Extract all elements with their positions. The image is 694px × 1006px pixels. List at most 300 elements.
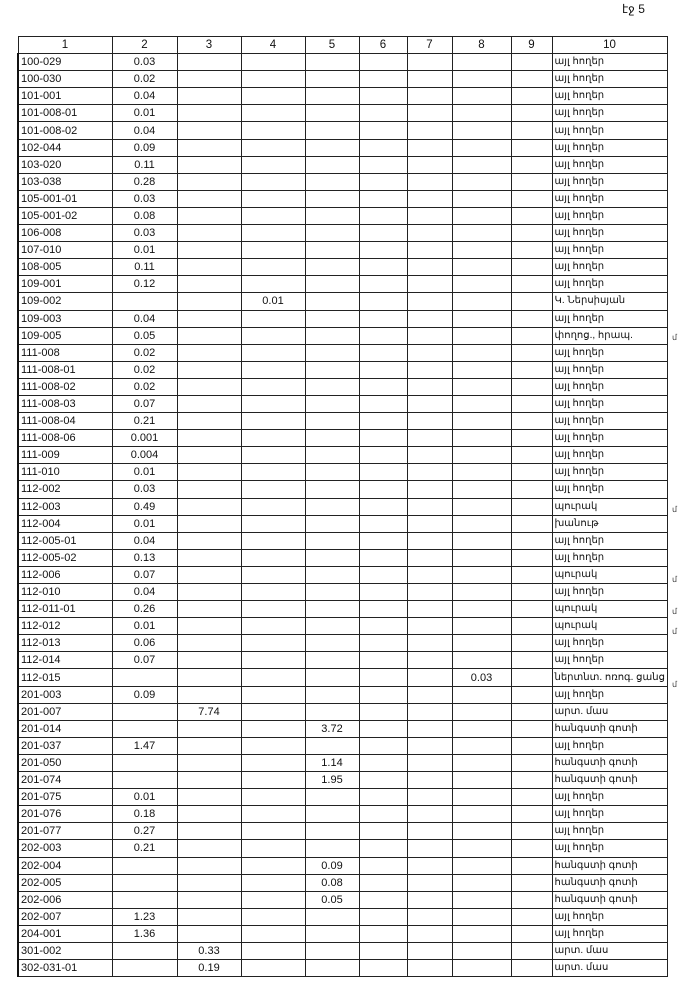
land-use-note: այլ հողեր — [552, 225, 667, 242]
area-value-col4 — [241, 789, 305, 806]
table-row — [18, 225, 667, 242]
area-value-col6 — [359, 156, 407, 173]
area-value-col3 — [177, 139, 241, 156]
area-value-col9 — [511, 156, 552, 173]
area-value-col6 — [359, 789, 407, 806]
area-value-col9 — [511, 720, 552, 737]
land-use-note: պուրակ — [552, 566, 667, 583]
area-value-col4 — [241, 242, 305, 259]
area-value-col3: 0.19 — [177, 960, 241, 977]
area-value-col9 — [511, 395, 552, 412]
area-value-col3 — [177, 54, 241, 71]
area-value-col2: 1.36 — [112, 925, 177, 942]
parcel-code: 112-010 — [18, 584, 112, 601]
land-use-note: այլ հողեր — [552, 242, 667, 259]
area-value-col8 — [452, 686, 511, 703]
land-use-note: արտ. մաս — [552, 703, 667, 720]
area-value-col5 — [305, 276, 359, 293]
area-value-col6 — [359, 498, 407, 515]
parcel-code: 112-002 — [18, 481, 112, 498]
parcel-code: 111-008 — [18, 344, 112, 361]
area-value-col9 — [511, 601, 552, 618]
area-value-col5 — [305, 105, 359, 122]
table-row — [18, 601, 667, 618]
area-value-col5 — [305, 225, 359, 242]
area-value-col6 — [359, 413, 407, 430]
area-value-col4 — [241, 259, 305, 276]
area-value-col3 — [177, 276, 241, 293]
table-row — [18, 378, 667, 395]
area-value-col8 — [452, 960, 511, 977]
table-row — [18, 88, 667, 105]
table-row — [18, 908, 667, 925]
area-value-col7 — [407, 430, 452, 447]
area-value-col3 — [177, 156, 241, 173]
parcel-code: 202-007 — [18, 908, 112, 925]
area-value-col5: 3.72 — [305, 720, 359, 737]
land-use-note: այլ հողեր — [552, 686, 667, 703]
area-value-col4 — [241, 652, 305, 669]
area-value-col5 — [305, 669, 359, 686]
area-value-col6 — [359, 618, 407, 635]
area-value-col7 — [407, 635, 452, 652]
area-value-col9 — [511, 772, 552, 789]
area-value-col9 — [511, 754, 552, 771]
area-value-col8 — [452, 720, 511, 737]
area-value-col9 — [511, 635, 552, 652]
area-value-col5 — [305, 54, 359, 71]
area-value-col8 — [452, 635, 511, 652]
area-value-col8 — [452, 464, 511, 481]
area-value-col6 — [359, 276, 407, 293]
area-value-col8 — [452, 618, 511, 635]
area-value-col3 — [177, 430, 241, 447]
parcel-code: 101-001 — [18, 88, 112, 105]
area-value-col8 — [452, 413, 511, 430]
area-value-col6 — [359, 703, 407, 720]
parcel-code: 112-006 — [18, 566, 112, 583]
area-value-col4 — [241, 806, 305, 823]
area-value-col6 — [359, 344, 407, 361]
area-value-col2: 0.02 — [112, 361, 177, 378]
table-row — [18, 772, 667, 789]
area-value-col9 — [511, 566, 552, 583]
area-value-col6 — [359, 71, 407, 88]
area-value-col5 — [305, 635, 359, 652]
area-value-col4 — [241, 88, 305, 105]
area-value-col4 — [241, 703, 305, 720]
area-value-col5 — [305, 481, 359, 498]
area-value-col5 — [305, 156, 359, 173]
table-row — [18, 464, 667, 481]
table-row — [18, 515, 667, 532]
area-value-col9 — [511, 207, 552, 224]
land-use-note: այլ հողեր — [552, 361, 667, 378]
area-value-col9 — [511, 806, 552, 823]
area-value-col3 — [177, 806, 241, 823]
table-row — [18, 823, 667, 840]
area-value-col6 — [359, 430, 407, 447]
land-use-note: այլ հողեր — [552, 413, 667, 430]
area-value-col2 — [112, 772, 177, 789]
table-row — [18, 618, 667, 635]
area-value-col6 — [359, 225, 407, 242]
area-value-col9 — [511, 669, 552, 686]
area-value-col6 — [359, 754, 407, 771]
area-value-col8 — [452, 908, 511, 925]
area-value-col5 — [305, 566, 359, 583]
parcel-code: 109-005 — [18, 327, 112, 344]
area-value-col5 — [305, 737, 359, 754]
header-row — [18, 37, 667, 54]
area-value-col8 — [452, 942, 511, 959]
area-value-col5 — [305, 806, 359, 823]
area-value-col4 — [241, 207, 305, 224]
land-use-note: այլ հողեր — [552, 908, 667, 925]
area-value-col9 — [511, 430, 552, 447]
area-value-col9 — [511, 54, 552, 71]
area-value-col2 — [112, 293, 177, 310]
parcel-code: 201-074 — [18, 772, 112, 789]
area-value-col6 — [359, 88, 407, 105]
area-value-col6 — [359, 54, 407, 71]
area-value-col7 — [407, 395, 452, 412]
land-use-note: այլ հողեր — [552, 173, 667, 190]
area-value-col2: 1.47 — [112, 737, 177, 754]
area-value-col3 — [177, 293, 241, 310]
area-value-col7 — [407, 515, 452, 532]
area-value-col5 — [305, 242, 359, 259]
area-value-col6 — [359, 293, 407, 310]
area-value-col3 — [177, 413, 241, 430]
area-value-col4 — [241, 618, 305, 635]
area-value-col5 — [305, 378, 359, 395]
area-value-col5 — [305, 498, 359, 515]
area-value-col4 — [241, 840, 305, 857]
area-value-col7 — [407, 772, 452, 789]
area-value-col6 — [359, 122, 407, 139]
land-use-note: այլ հողեր — [552, 395, 667, 412]
area-value-col7 — [407, 54, 452, 71]
area-value-col3 — [177, 635, 241, 652]
area-value-col3 — [177, 71, 241, 88]
area-value-col5 — [305, 395, 359, 412]
area-value-col5 — [305, 310, 359, 327]
table-row — [18, 105, 667, 122]
parcel-code: 112-014 — [18, 652, 112, 669]
area-value-col3 — [177, 259, 241, 276]
area-value-col4 — [241, 105, 305, 122]
area-value-col9 — [511, 310, 552, 327]
table-row — [18, 652, 667, 669]
area-value-col5 — [305, 823, 359, 840]
area-value-col7 — [407, 413, 452, 430]
area-value-col8 — [452, 891, 511, 908]
area-value-col3 — [177, 310, 241, 327]
area-value-col2: 0.08 — [112, 207, 177, 224]
area-value-col5: 1.95 — [305, 772, 359, 789]
area-value-col9 — [511, 737, 552, 754]
land-use-note: հանգստի գոտի — [552, 720, 667, 737]
parcel-code: 108-005 — [18, 259, 112, 276]
area-value-col8 — [452, 447, 511, 464]
area-value-col4 — [241, 173, 305, 190]
area-value-col7 — [407, 703, 452, 720]
area-value-col2: 0.01 — [112, 789, 177, 806]
area-value-col3 — [177, 481, 241, 498]
area-value-col3 — [177, 891, 241, 908]
area-value-col4 — [241, 344, 305, 361]
area-value-col2: 0.01 — [112, 515, 177, 532]
area-value-col2: 0.03 — [112, 481, 177, 498]
area-value-col7 — [407, 925, 452, 942]
area-value-col7 — [407, 584, 452, 601]
area-value-col5: 0.05 — [305, 891, 359, 908]
area-value-col6 — [359, 105, 407, 122]
area-value-col3 — [177, 874, 241, 891]
land-use-note: այլ հողեր — [552, 88, 667, 105]
land-use-note: այլ հողեր — [552, 276, 667, 293]
table-row — [18, 293, 667, 310]
table-row — [18, 190, 667, 207]
land-use-note: Կ. Ներսիսյան — [552, 293, 667, 310]
parcel-code: 101-008-01 — [18, 105, 112, 122]
table-row — [18, 276, 667, 293]
land-use-note: այլ հողեր — [552, 447, 667, 464]
land-use-note: այլ հողեր — [552, 207, 667, 224]
area-value-col9 — [511, 823, 552, 840]
area-value-col2: 1.23 — [112, 908, 177, 925]
area-value-col9 — [511, 327, 552, 344]
land-use-note: այլ հողեր — [552, 737, 667, 754]
area-value-col5 — [305, 925, 359, 942]
area-value-col5 — [305, 652, 359, 669]
area-value-col7 — [407, 874, 452, 891]
area-value-col6 — [359, 686, 407, 703]
table-row — [18, 361, 667, 378]
area-value-col8 — [452, 566, 511, 583]
area-value-col7 — [407, 378, 452, 395]
area-value-col6 — [359, 806, 407, 823]
area-value-col9 — [511, 190, 552, 207]
area-value-col6 — [359, 310, 407, 327]
parcel-code: 109-003 — [18, 310, 112, 327]
area-value-col2 — [112, 669, 177, 686]
area-value-col3 — [177, 498, 241, 515]
area-value-col4 — [241, 395, 305, 412]
area-value-col2: 0.01 — [112, 242, 177, 259]
area-value-col7 — [407, 908, 452, 925]
parcel-code: 102-044 — [18, 139, 112, 156]
area-value-col3 — [177, 515, 241, 532]
area-value-col4 — [241, 190, 305, 207]
area-value-col3 — [177, 618, 241, 635]
area-value-col6 — [359, 395, 407, 412]
area-value-col8 — [452, 652, 511, 669]
area-value-col3 — [177, 173, 241, 190]
area-value-col6 — [359, 378, 407, 395]
area-value-col8 — [452, 584, 511, 601]
area-value-col6 — [359, 190, 407, 207]
area-value-col2: 0.03 — [112, 190, 177, 207]
area-value-col4 — [241, 156, 305, 173]
area-value-col6 — [359, 515, 407, 532]
area-value-col5 — [305, 618, 359, 635]
area-value-col8 — [452, 173, 511, 190]
area-value-col7 — [407, 498, 452, 515]
area-value-col2: 0.04 — [112, 88, 177, 105]
area-value-col6 — [359, 669, 407, 686]
area-value-col4 — [241, 549, 305, 566]
area-value-col7 — [407, 327, 452, 344]
area-value-col7 — [407, 225, 452, 242]
area-value-col8: 0.03 — [452, 669, 511, 686]
area-value-col8 — [452, 88, 511, 105]
table-row — [18, 942, 667, 959]
area-value-col7 — [407, 686, 452, 703]
area-value-col7 — [407, 566, 452, 583]
margin-note: մ — [672, 505, 678, 514]
area-value-col3 — [177, 378, 241, 395]
area-value-col9 — [511, 276, 552, 293]
area-value-col9 — [511, 960, 552, 977]
parcel-code: 105-001-02 — [18, 207, 112, 224]
area-value-col2: 0.13 — [112, 549, 177, 566]
area-value-col5 — [305, 789, 359, 806]
parcel-code: 201-076 — [18, 806, 112, 823]
area-value-col9 — [511, 293, 552, 310]
land-use-note: հանգստի գոտի — [552, 772, 667, 789]
land-use-note: այլ հողեր — [552, 430, 667, 447]
area-value-col8 — [452, 515, 511, 532]
area-value-col2: 0.03 — [112, 225, 177, 242]
land-use-note: այլ հողեր — [552, 259, 667, 276]
parcel-code: 112-015 — [18, 669, 112, 686]
area-value-col6 — [359, 772, 407, 789]
area-value-col3 — [177, 652, 241, 669]
area-value-col3 — [177, 789, 241, 806]
area-value-col2 — [112, 720, 177, 737]
area-value-col7 — [407, 344, 452, 361]
area-value-col8 — [452, 293, 511, 310]
area-value-col5 — [305, 532, 359, 549]
area-value-col8 — [452, 344, 511, 361]
area-value-col3: 0.33 — [177, 942, 241, 959]
area-value-col7 — [407, 840, 452, 857]
area-value-col7 — [407, 361, 452, 378]
area-value-col2 — [112, 891, 177, 908]
area-value-col6 — [359, 566, 407, 583]
area-value-col3 — [177, 105, 241, 122]
area-value-col4 — [241, 276, 305, 293]
table-row — [18, 669, 667, 686]
area-value-col6 — [359, 925, 407, 942]
area-value-col4 — [241, 361, 305, 378]
area-value-col2: 0.02 — [112, 344, 177, 361]
area-value-col3 — [177, 601, 241, 618]
table-row — [18, 960, 667, 977]
land-use-note: այլ հողեր — [552, 139, 667, 156]
parcel-code: 109-001 — [18, 276, 112, 293]
area-value-col4 — [241, 139, 305, 156]
parcel-code: 202-004 — [18, 857, 112, 874]
area-value-col2 — [112, 703, 177, 720]
area-value-col4 — [241, 481, 305, 498]
area-value-col8 — [452, 601, 511, 618]
area-value-col4 — [241, 754, 305, 771]
table-row — [18, 549, 667, 566]
table-row — [18, 242, 667, 259]
land-use-note: այլ հողեր — [552, 652, 667, 669]
area-value-col9 — [511, 344, 552, 361]
area-value-col7 — [407, 669, 452, 686]
area-value-col8 — [452, 139, 511, 156]
table-row — [18, 857, 667, 874]
area-value-col7 — [407, 310, 452, 327]
parcel-code: 201-037 — [18, 737, 112, 754]
area-value-col5 — [305, 88, 359, 105]
area-value-col7 — [407, 481, 452, 498]
area-value-col3 — [177, 686, 241, 703]
area-value-col7 — [407, 652, 452, 669]
area-value-col5 — [305, 122, 359, 139]
area-value-col4 — [241, 430, 305, 447]
table-row — [18, 310, 667, 327]
area-value-col4 — [241, 566, 305, 583]
parcel-code: 202-005 — [18, 874, 112, 891]
area-value-col7 — [407, 122, 452, 139]
area-value-col2 — [112, 960, 177, 977]
area-value-col9 — [511, 515, 552, 532]
area-value-col8 — [452, 772, 511, 789]
table-row — [18, 395, 667, 412]
margin-note: մ — [672, 680, 678, 689]
area-value-col5 — [305, 464, 359, 481]
table-row — [18, 754, 667, 771]
area-value-col7 — [407, 789, 452, 806]
table-row — [18, 789, 667, 806]
area-value-col8 — [452, 925, 511, 942]
area-value-col7 — [407, 105, 452, 122]
area-value-col6 — [359, 327, 407, 344]
area-value-col3 — [177, 772, 241, 789]
parcel-code: 107-010 — [18, 242, 112, 259]
area-value-col7 — [407, 293, 452, 310]
parcel-code: 103-038 — [18, 173, 112, 190]
area-value-col5 — [305, 413, 359, 430]
area-value-col3 — [177, 720, 241, 737]
area-value-col4 — [241, 635, 305, 652]
area-value-col7 — [407, 259, 452, 276]
land-use-note: խանութ — [552, 515, 667, 532]
parcel-code: 111-009 — [18, 447, 112, 464]
area-value-col3 — [177, 908, 241, 925]
area-value-col3: 7.74 — [177, 703, 241, 720]
area-value-col3 — [177, 327, 241, 344]
area-value-col6 — [359, 720, 407, 737]
area-value-col8 — [452, 789, 511, 806]
area-value-col3 — [177, 447, 241, 464]
table-row — [18, 891, 667, 908]
area-value-col2: 0.01 — [112, 464, 177, 481]
area-value-col4 — [241, 737, 305, 754]
column-header-8: 8 — [452, 37, 511, 54]
table-row — [18, 173, 667, 190]
area-value-col4 — [241, 925, 305, 942]
column-header-10: 10 — [552, 37, 667, 54]
area-value-col7 — [407, 618, 452, 635]
area-value-col2: 0.11 — [112, 259, 177, 276]
